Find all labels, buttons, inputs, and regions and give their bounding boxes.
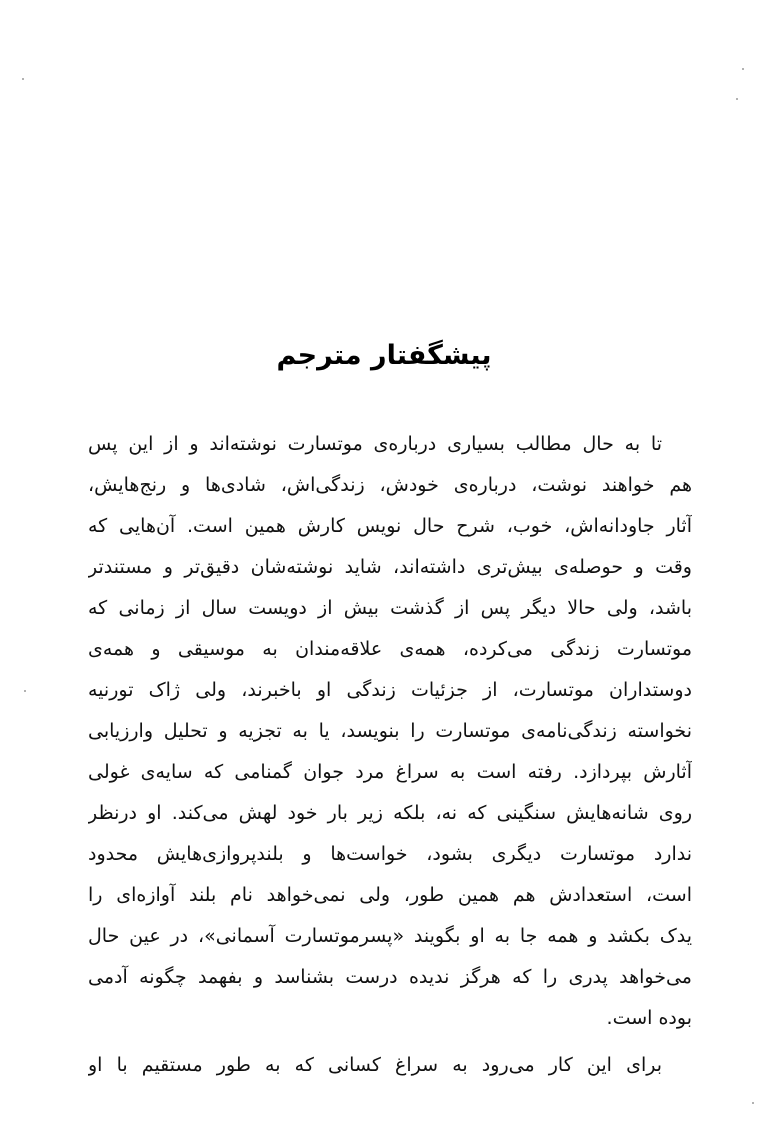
text-line: باشد، ولی حالا دیگر پس از گذشت بیش از دویست سال از زمانی که: [88, 597, 692, 619]
text-line: نخواسته زندگی‌نامه‌ی موتسارت را بنویسد، یا به تجزیه و تحلیل وارزیابی: [88, 720, 692, 742]
scan-speck: [736, 98, 738, 100]
text-line: یدک بکشد و همه جا به او بگویند «پسرموتسارت آسمانی»، در عین حال: [88, 925, 692, 947]
text-line: آثار جاودانه‌اش، خوب، شرح حال نویس کارش همین است. آن‌هایی که: [88, 515, 692, 537]
text-line: دوستداران موتسارت، از جزئیات زندگی او باخبرند، ولی ژاک تورنیه: [88, 679, 692, 701]
text-line: بوده است.: [606, 1007, 692, 1029]
scan-speck: [742, 68, 744, 70]
body-text: [88, 424, 692, 1086]
text-line: تا به حال مطالب بسیاری درباره‌ی موتسارت نوشته‌اند و از این پس: [88, 433, 662, 455]
text-line: برای این کار می‌رود به سراغ کسانی که به طور مستقیم با او: [88, 1054, 662, 1076]
scan-speck: [24, 690, 26, 692]
scan-speck: [22, 78, 24, 80]
scan-speck: [752, 1102, 754, 1104]
text-line: ندارد موتسارت دیگری بشود، خواست‌ها و بلندپروازی‌هایش محدود: [88, 843, 692, 865]
text-line: وقت و حوصله‌ی بیش‌تری داشته‌اند، شاید نوشته‌شان دقیق‌تر و مستندتر: [88, 556, 692, 578]
text-line: موتسارت زندگی می‌کرده، همه‌ی علاقه‌مندان به موسیقی و همه‌ی: [88, 638, 692, 660]
text-line: آثارش بپردازد. رفته است به سراغ مرد جوان گمنامی که سایه‌ی غولی: [88, 761, 692, 783]
text-line: است، استعدادش هم همین طور، ولی نمی‌خواهد نام بلند آوازه‌ای را: [88, 884, 692, 906]
text-line: می‌خواهد پدری را که هرگز ندیده درست بشناسد و بفهمد چگونه آدمی: [88, 966, 692, 988]
text-line: روی شانه‌هایش سنگینی که نه، بلکه زیر بار خود لهش می‌کند. او درنظر: [88, 802, 692, 824]
text-line: هم خواهند نوشت، درباره‌ی خودش، زندگی‌اش، شادی‌ها و رنج‌هایش،: [88, 474, 692, 496]
page-title: پیشگفتار مترجم: [276, 340, 492, 371]
